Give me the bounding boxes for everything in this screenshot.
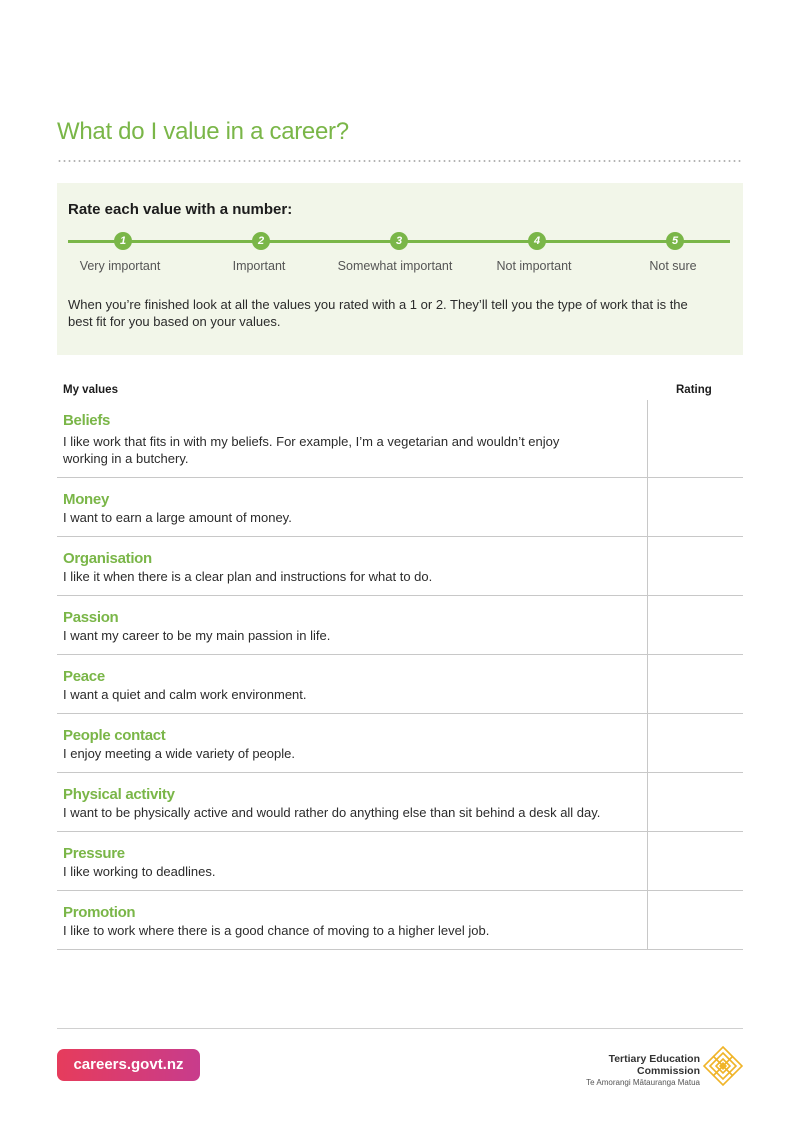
footer-divider	[57, 1028, 743, 1029]
tec-diamond-logo-icon	[703, 1046, 743, 1086]
value-name: Money	[63, 491, 110, 508]
column-header-values: My values	[63, 384, 118, 396]
scale-node-2: 2	[252, 232, 270, 250]
scale-node-5: 5	[666, 232, 684, 250]
value-row-money	[57, 478, 743, 537]
rating-input-passion[interactable]	[648, 596, 743, 654]
page-title: What do I value in a career?	[57, 118, 349, 145]
value-row-peace	[57, 655, 743, 714]
value-name: Organisation	[63, 550, 152, 567]
value-name: People contact	[63, 727, 166, 744]
value-description: I want my career to be my main passion in life.	[63, 628, 331, 643]
value-description: I want to be physically active and would rather do anything else than sit behind a desk all day.	[63, 805, 601, 820]
careers-website-link[interactable]: careers.govt.nz	[57, 1049, 200, 1081]
scale-label-4: Not important	[496, 259, 572, 273]
scale-node-4: 4	[528, 232, 546, 250]
value-name: Pressure	[63, 845, 125, 862]
value-row-people-contact	[57, 714, 743, 773]
instructions-note: When you’re finished look at all the values you rated with a 1 or 2. They’ll tell you the type of work that is the best fit for you based on your values.	[68, 297, 688, 329]
rating-input-pressure[interactable]	[648, 832, 743, 890]
value-description: I like work that fits in with my beliefs. For example, I’m a vegetarian and wouldn’t enjoy working in a butchery.	[63, 434, 560, 466]
value-description: I like it when there is a clear plan and instructions for what to do.	[63, 569, 433, 584]
rating-input-beliefs[interactable]	[648, 400, 743, 477]
tec-wordmark	[578, 1053, 700, 1088]
rating-input-organisation[interactable]	[648, 537, 743, 595]
value-row-promotion	[57, 891, 743, 950]
value-description: I like to work where there is a good chance of moving to a higher level job.	[63, 923, 490, 938]
rating-input-peace[interactable]	[648, 655, 743, 713]
value-row-pressure	[57, 832, 743, 891]
scale-label-2: Important	[232, 259, 286, 273]
scale-node-3: 3	[390, 232, 408, 250]
org-maori-name: Te Amorangi Mātauranga Matua	[586, 1078, 700, 1087]
org-name-line2: Commission	[636, 1065, 700, 1077]
scale-label-1: Very important	[79, 259, 161, 273]
value-name: Beliefs	[63, 412, 111, 429]
scale-label-3: Somewhat important	[337, 259, 453, 273]
instructions-heading: Rate each value with a number:	[68, 201, 293, 218]
value-description: I want a quiet and calm work environment.	[63, 687, 307, 702]
rating-input-physical-activity[interactable]	[648, 773, 743, 831]
value-description: I like working to deadlines.	[63, 864, 216, 879]
instructions-panel	[57, 183, 743, 355]
scale-node-1: 1	[114, 232, 132, 250]
value-name: Physical activity	[63, 786, 175, 803]
org-name-line1: Tertiary Education	[608, 1053, 700, 1065]
rating-input-people-contact[interactable]	[648, 714, 743, 772]
rating-input-promotion[interactable]	[648, 891, 743, 949]
value-name: Promotion	[63, 904, 136, 921]
value-row-physical-activity	[57, 773, 743, 832]
value-name: Peace	[63, 668, 105, 685]
dotted-divider	[57, 160, 743, 162]
column-header-rating: Rating	[676, 384, 712, 396]
value-row-passion	[57, 596, 743, 655]
scale-label-5: Not sure	[649, 259, 697, 273]
value-name: Passion	[63, 609, 119, 626]
value-row-organisation	[57, 537, 743, 596]
value-description: I want to earn a large amount of money.	[63, 510, 292, 525]
value-row-beliefs	[57, 400, 743, 478]
rating-input-money[interactable]	[648, 478, 743, 536]
value-description: I enjoy meeting a wide variety of people.	[63, 746, 295, 761]
